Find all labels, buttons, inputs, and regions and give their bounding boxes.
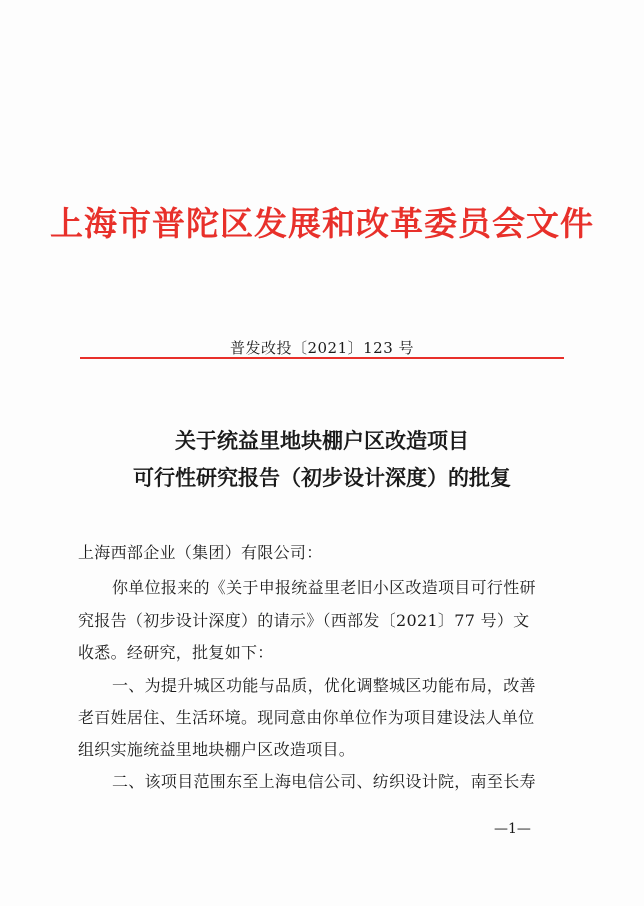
body-paragraph-line: 收悉。经研究，批复如下： (78, 643, 274, 662)
issuing-authority-header: 上海市普陀区发展和改革委员会文件 (50, 204, 594, 243)
red-divider-line (80, 357, 564, 359)
body-paragraph-line: 老百姓居住、生活环境。现同意由你单位作为项目建设法人单位 (78, 708, 535, 727)
document-subject-line-1: 关于统益里地块棚户区改造项目 (175, 428, 469, 453)
body-paragraph-line: 究报告（初步设计深度）的请示》（西部发〔2021〕77 号）文 (78, 611, 530, 630)
document-subject-line-2: 可行性研究报告（初步设计深度）的批复 (133, 465, 511, 490)
body-paragraph-line: 组织实施统益里地块棚户区改造项目。 (78, 740, 356, 759)
body-paragraph-line: 二、该项目范围东至上海电信公司、纺织设计院，南至长寿 (112, 772, 536, 791)
page-number: —1— (494, 821, 531, 837)
body-paragraph-line: 你单位报来的《关于申报统益里老旧小区改造项目可行性研 (112, 578, 536, 597)
document-number: 普发改投〔2021〕123 号 (229, 339, 415, 357)
body-paragraph-line: 一、为提升城区功能与品质，优化调整城区功能布局，改善 (112, 676, 536, 695)
addressee: 上海西部企业（集团）有限公司： (78, 543, 323, 562)
